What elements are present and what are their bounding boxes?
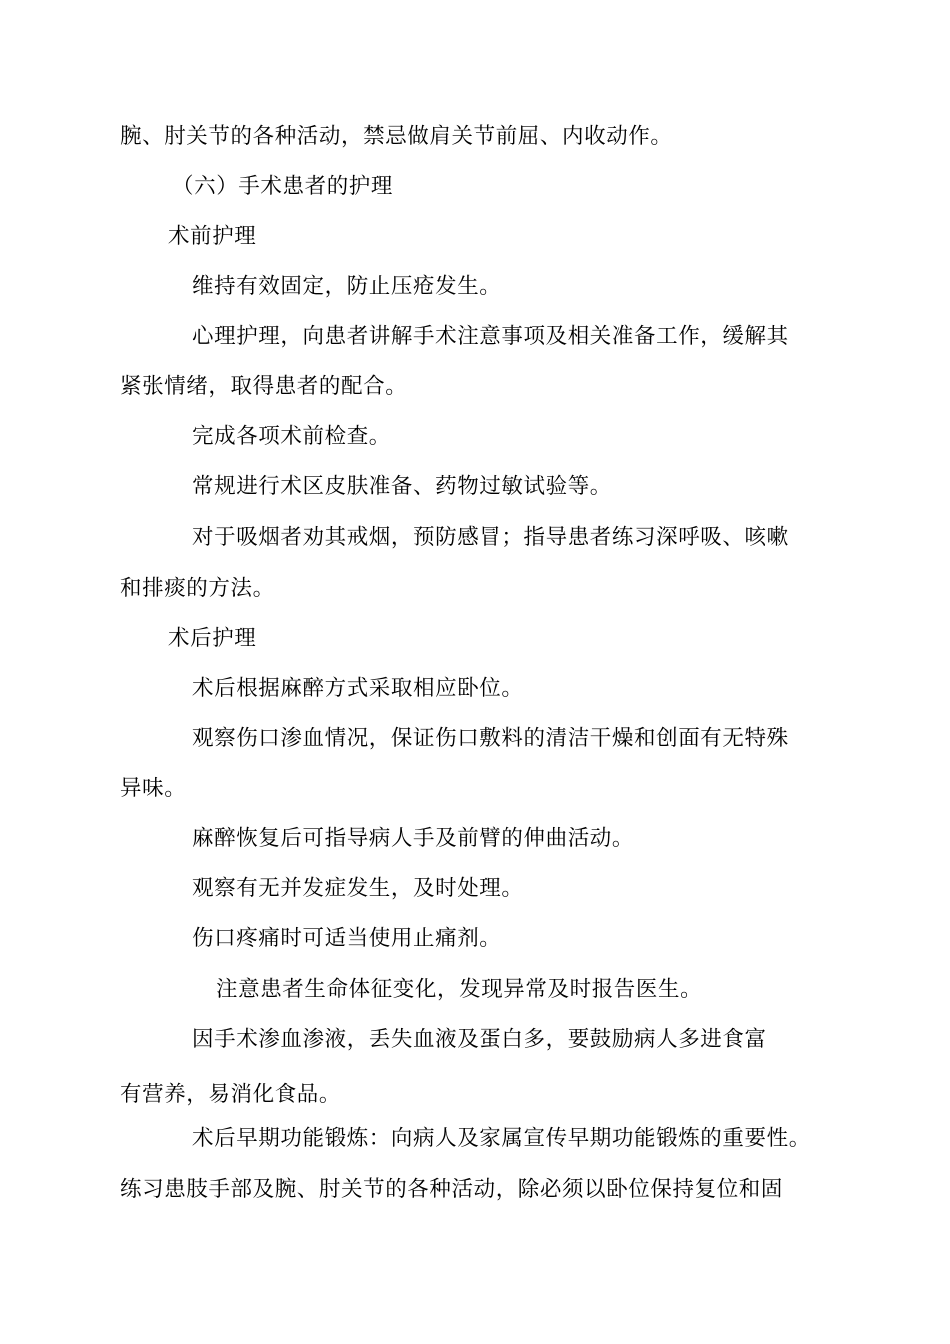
- text-line-17: 伤口疼痛时可适当使用止痛剂。: [192, 926, 502, 951]
- text-line-19: 因手术渗血渗液，丢失血液及蛋白多，要鼓励病人多进食富: [192, 1027, 767, 1052]
- text-line-18: 注意患者生命体征变化，发现异常及时报告医生。: [216, 977, 703, 1002]
- text-line-21: 术后早期功能锻炼：向病人及家属宣传早期功能锻炼的重要性。: [192, 1126, 811, 1151]
- text-line-7: 完成各项术前检查。: [192, 424, 391, 449]
- text-line-1: 腕、肘关节的各种活动，禁忌做肩关节前屈、内收动作。: [120, 124, 673, 149]
- text-line-5: 心理护理，向患者讲解手术注意事项及相关准备工作，缓解其: [192, 324, 789, 349]
- text-line-12: 术后根据麻醉方式采取相应卧位。: [192, 676, 524, 701]
- text-line-9: 对于吸烟者劝其戒烟，预防感冒；指导患者练习深呼吸、咳嗽: [192, 525, 789, 550]
- text-line-10: 和排痰的方法。: [120, 576, 275, 601]
- text-line-13: 观察伤口渗血情况，保证伤口敷料的清洁干燥和创面有无特殊: [192, 726, 789, 751]
- section-heading-surgery-care: （六）手术患者的护理: [172, 174, 394, 199]
- text-line-4: 维持有效固定，防止压疮发生。: [192, 274, 502, 299]
- subheading-preoperative-care: 术前护理: [168, 224, 257, 249]
- text-line-22: 练习患肢手部及腕、肘关节的各种活动，除必须以卧位保持复位和固: [120, 1177, 784, 1202]
- text-line-8: 常规进行术区皮肤准备、药物过敏试验等。: [192, 474, 612, 499]
- text-line-20: 有营养，易消化食品。: [120, 1082, 342, 1107]
- text-line-14: 异味。: [120, 776, 187, 801]
- text-line-15: 麻醉恢复后可指导病人手及前臂的伸曲活动。: [192, 826, 635, 851]
- text-line-6: 紧张情绪，取得患者的配合。: [120, 374, 408, 399]
- text-line-16: 观察有无并发症发生，及时处理。: [192, 876, 524, 901]
- subheading-postoperative-care: 术后护理: [168, 626, 257, 651]
